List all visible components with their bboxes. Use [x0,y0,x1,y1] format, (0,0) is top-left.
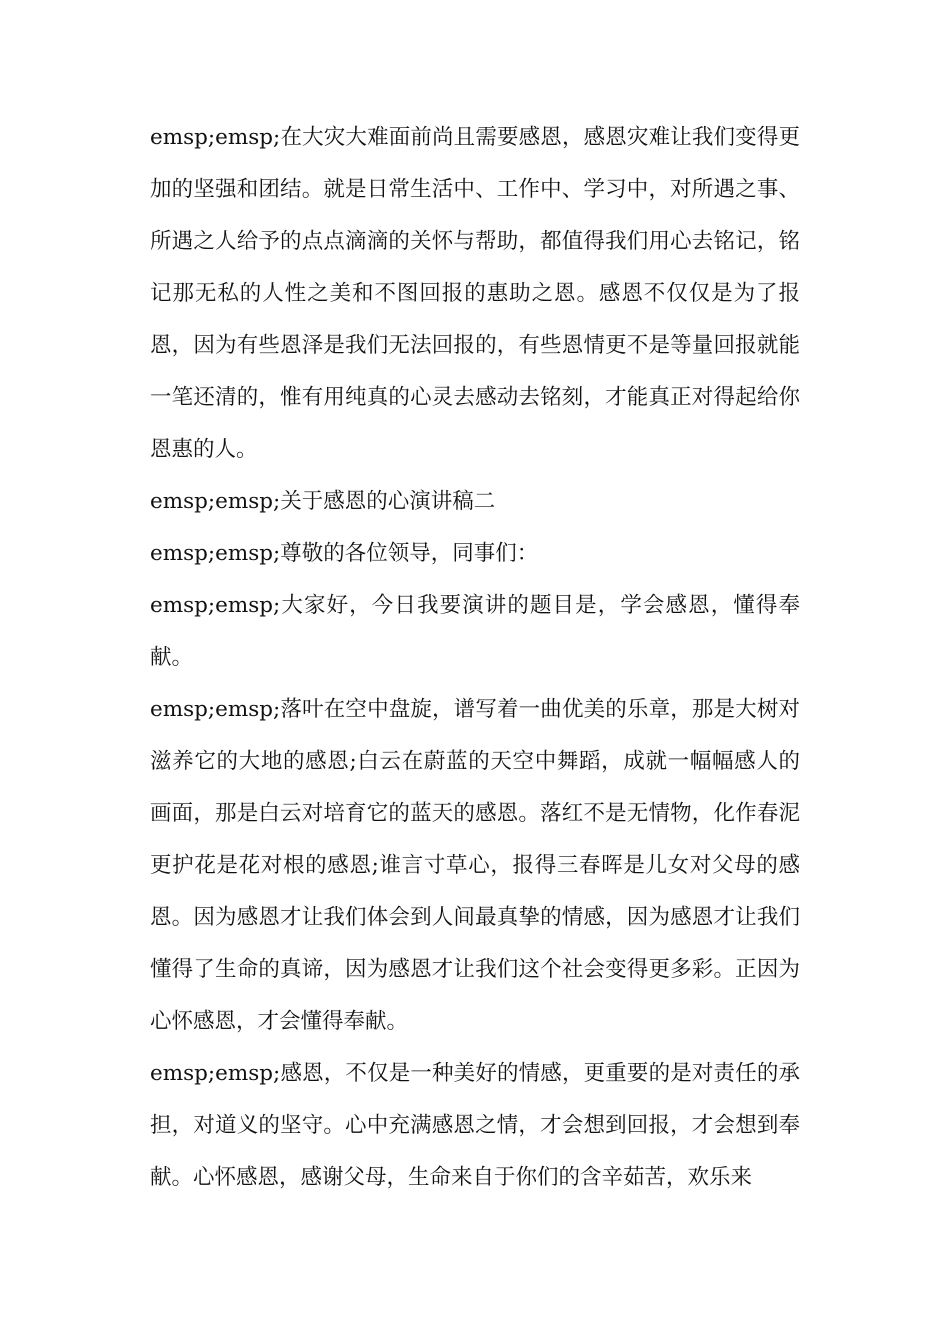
paragraph-falling-leaves: emsp;emsp;落叶在空中盘旋，谱写着一曲优美的乐章，那是大树对滋养它的大地的感恩;白云在蔚蓝的天空中舞蹈，成就一幅幅感人的画面，那是白云对培育它的蓝天的感恩。落红不是无情物，化作春泥更护花是花对根的感恩;谁言寸草心，报得三春晖是儿女对父母的感恩。因为感恩才让我们体会到人间最真挚的情感，因为感恩才让我们懂得了生命的真谛，因为感恩才让我们这个社会变得更多彩。正因为心怀感恩，才会懂得奉献。 [150,697,800,1034]
paragraph-responsibility: emsp;emsp;感恩，不仅是一种美好的情感，更重要的是对责任的承担，对道义的坚守。心中充满感恩之情，才会想到回报，才会想到奉献。心怀感恩，感谢父母，生命来自于你们的含辛茹苦，欢乐来 [150,1061,800,1190]
paragraph-greeting: emsp;emsp;大家好，今日我要演讲的题目是，学会感恩，懂得奉献。 [150,593,800,670]
document-body [150,112,800,1204]
paragraph-intro-gratitude: emsp;emsp;在大灾大难面前尚且需要感恩，感恩灾难让我们变得更加的坚强和团结。就是日常生活中、工作中、学习中，对所遇之事、所遇之人给予的点点滴滴的关怀与帮助，都值得我们用心去铭记，铭记那无私的人性之美和不图回报的惠助之恩。感恩不仅仅是为了报恩，因为有些恩泽是我们无法回报的，有些恩情更不是等量回报就能一笔还清的，惟有用纯真的心灵去感动去铭刻，才能真正对得起给你恩惠的人。 [150,125,800,462]
paragraph-salutation: emsp;emsp;尊敬的各位领导，同事们： [150,541,539,566]
paragraph-speech-title: emsp;emsp;关于感恩的心演讲稿二 [150,489,496,514]
